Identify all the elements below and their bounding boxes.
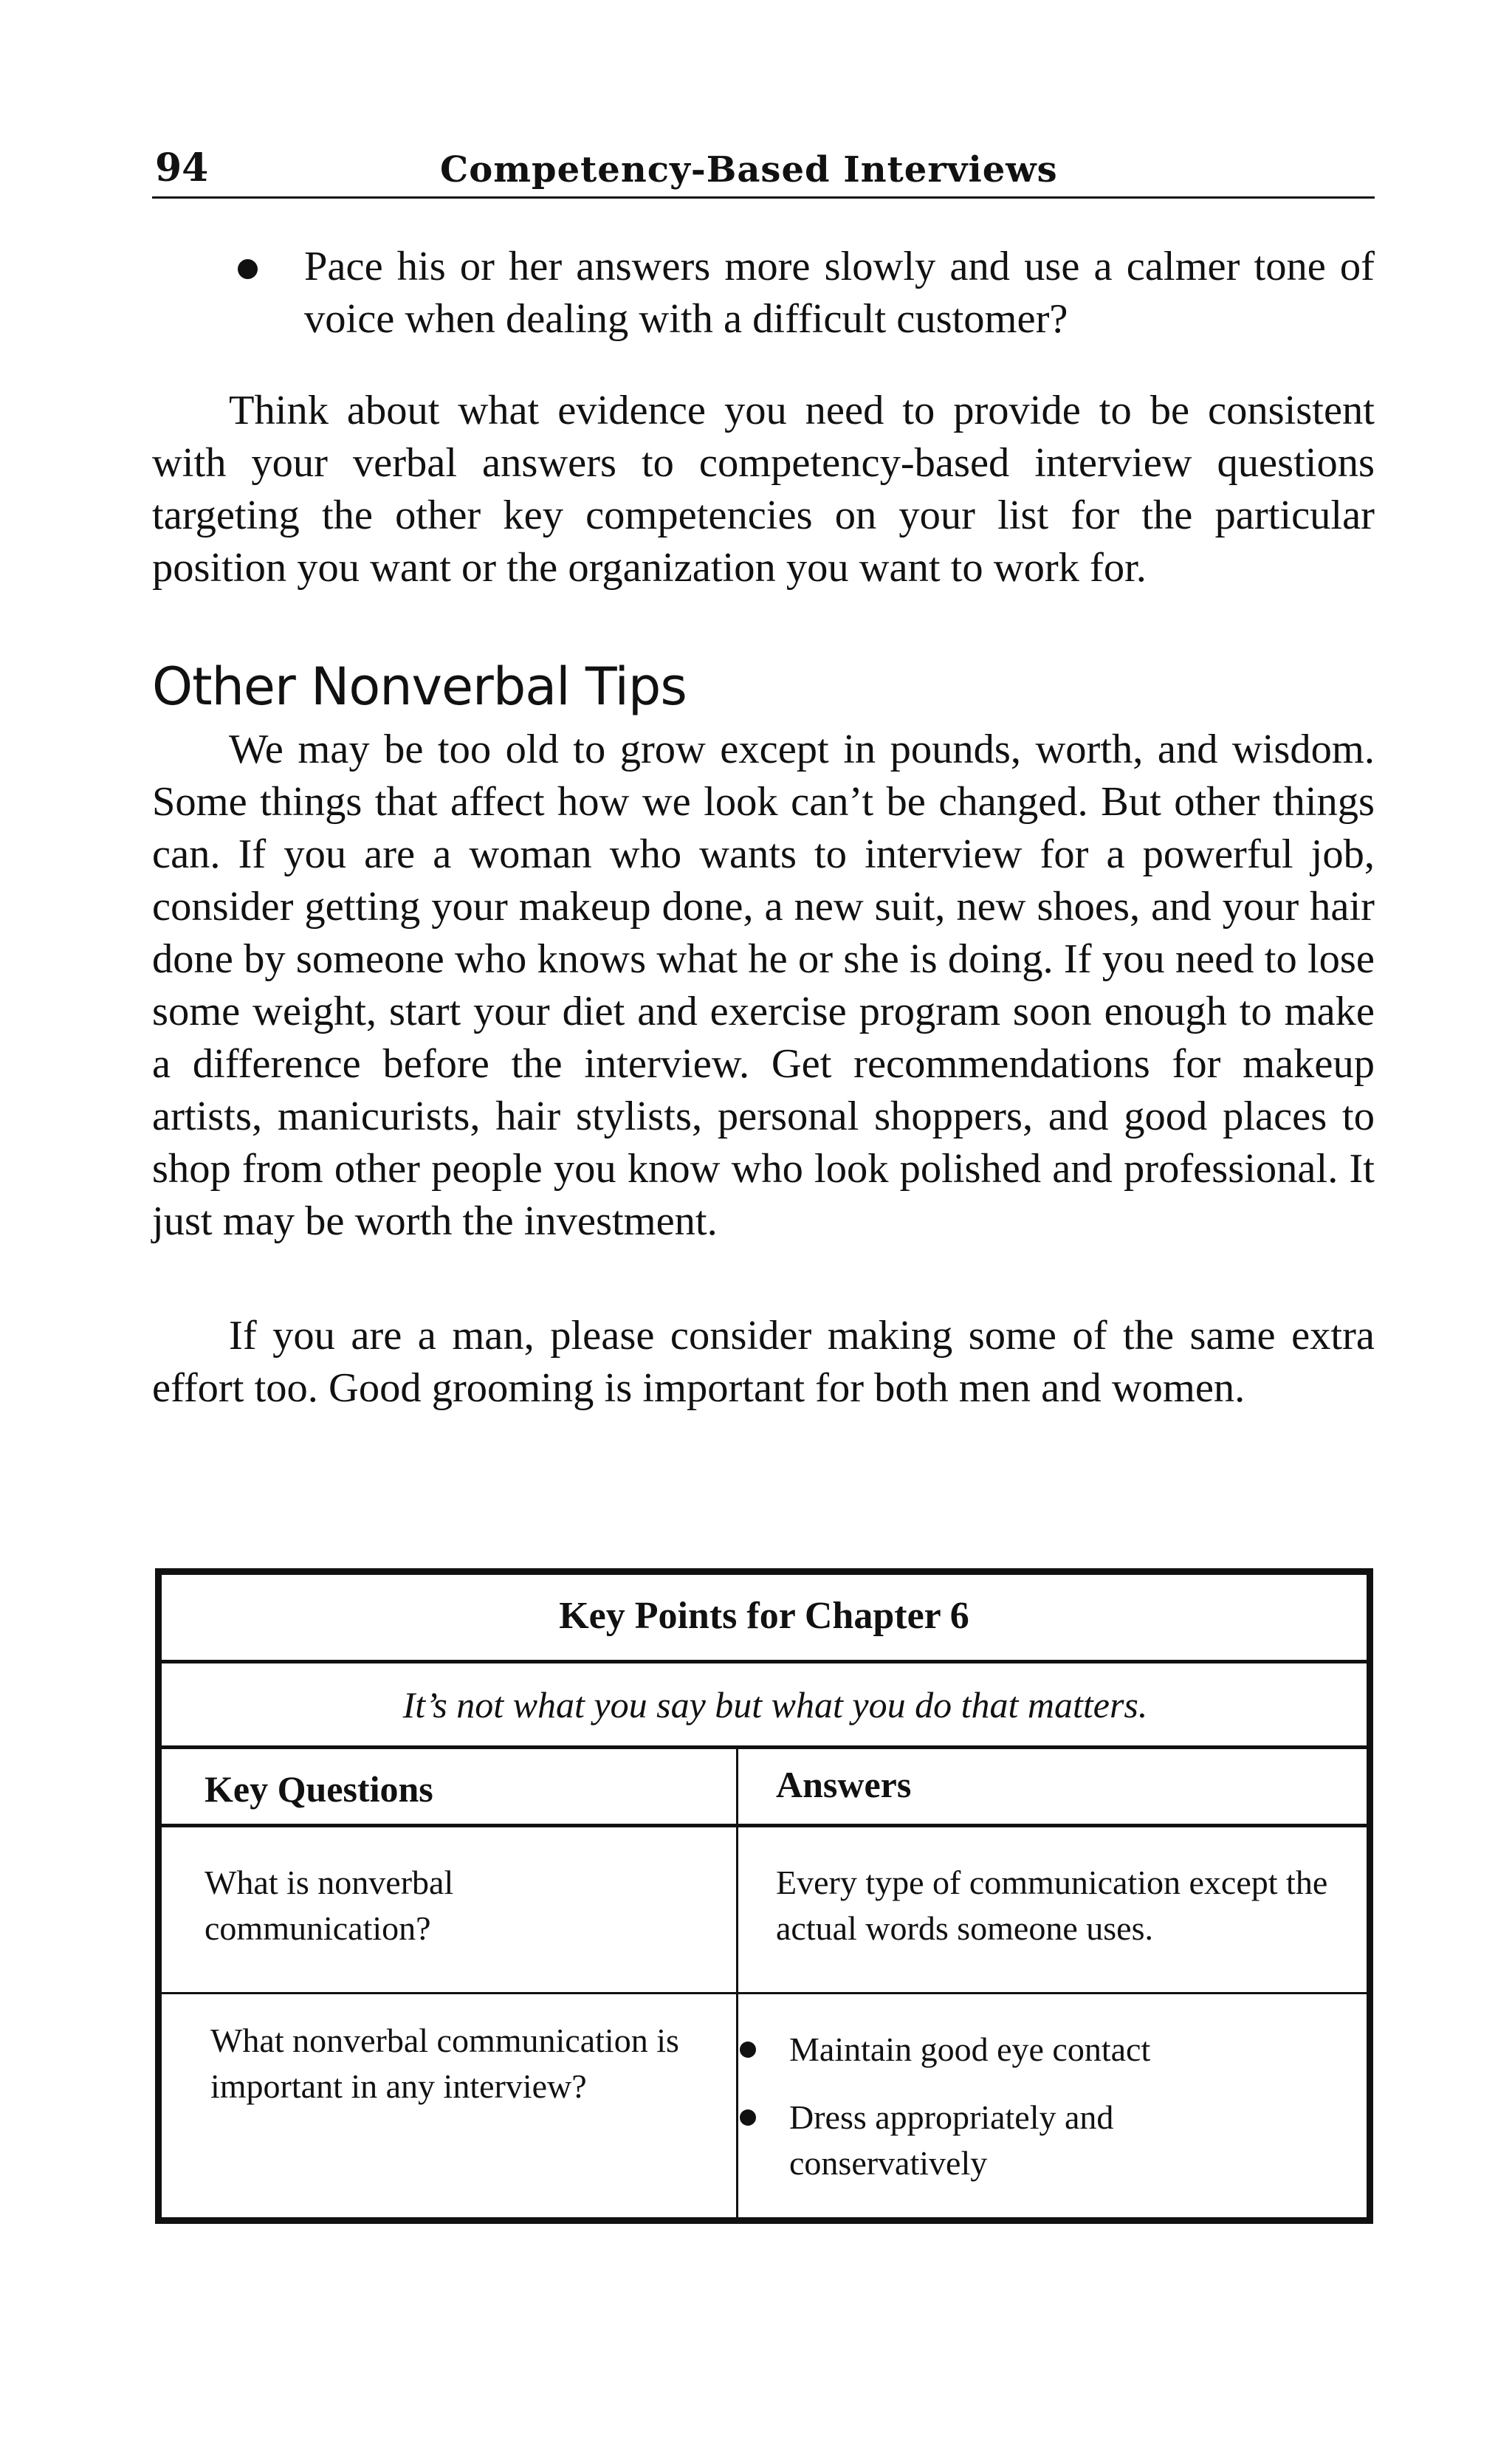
bullet-text: Pace his or her answers more slowly and use a calmer tone of voice when dealing with a difficult customer? (304, 244, 1375, 342)
answer-cell: Every type of communication except the actual words someone uses. (776, 1864, 1328, 1947)
answer-list-item (789, 2027, 1350, 2073)
bullet-dot-icon (740, 2109, 756, 2126)
paragraph-appearance: We may be too old to grow except in pounds, worth, and wisdom. Some things that affect how we look can’t be changed. But other things can. If you are a woman who wants to interview for a powerful job, consider getting your makeup done, a new suit, new shoes, and your hair done by someone who knows what he or she is doing. If you need to lose some weight, start your diet and exercise program soon enough to make a difference before the interview. Get recommendations for makeup artists, manicurists, hair stylists, personal shoppers, and good places to shop from other people you know who look polished and professional. It just may be worth the investment. (152, 727, 1375, 1244)
key-points-motto: It’s not what you say but what you do that matters. (402, 1684, 1148, 1726)
table-row (162, 1994, 1367, 2217)
answer-list-item (789, 2095, 1262, 2186)
key-points-box (155, 1568, 1373, 2224)
section-heading: Other Nonverbal Tips (152, 656, 687, 717)
page-number: 94 (155, 145, 209, 190)
paragraph-evidence: Think about what evidence you need to provide to be consistent with your verbal answers to competency-based interview questions targeting the other key competencies on your list for the particular position you want or the organization you want to work for. (152, 388, 1375, 591)
paragraph-grooming: If you are a man, please consider making some of the same extra effort too. Good grooming is important for both men and women. (152, 1313, 1375, 1411)
running-title: Competency-Based Interviews (440, 149, 1058, 190)
column-header-row (162, 1749, 1367, 1827)
bullet-dot-icon (740, 2042, 756, 2058)
answer-list-text: Dress appropriately and conservatively (789, 2098, 1114, 2182)
key-points-title: Key Points for Chapter 6 (559, 1595, 969, 1637)
bullet-item (152, 241, 1375, 346)
bullet-dot-icon (238, 259, 258, 279)
running-header (152, 145, 1375, 199)
column-divider (736, 1749, 738, 2217)
key-points-motto-row (162, 1663, 1367, 1749)
question-cell: What is nonverbal communication? (205, 1864, 454, 1947)
question-cell: What nonverbal communication is important in any interview? (210, 2022, 679, 2105)
column-header-answers: Answers (776, 1764, 912, 1805)
column-header-questions: Key Questions (205, 1768, 433, 1810)
key-points-title-row (162, 1575, 1367, 1663)
answer-list-text: Maintain good eye contact (789, 2030, 1151, 2068)
table-row (162, 1827, 1367, 1994)
